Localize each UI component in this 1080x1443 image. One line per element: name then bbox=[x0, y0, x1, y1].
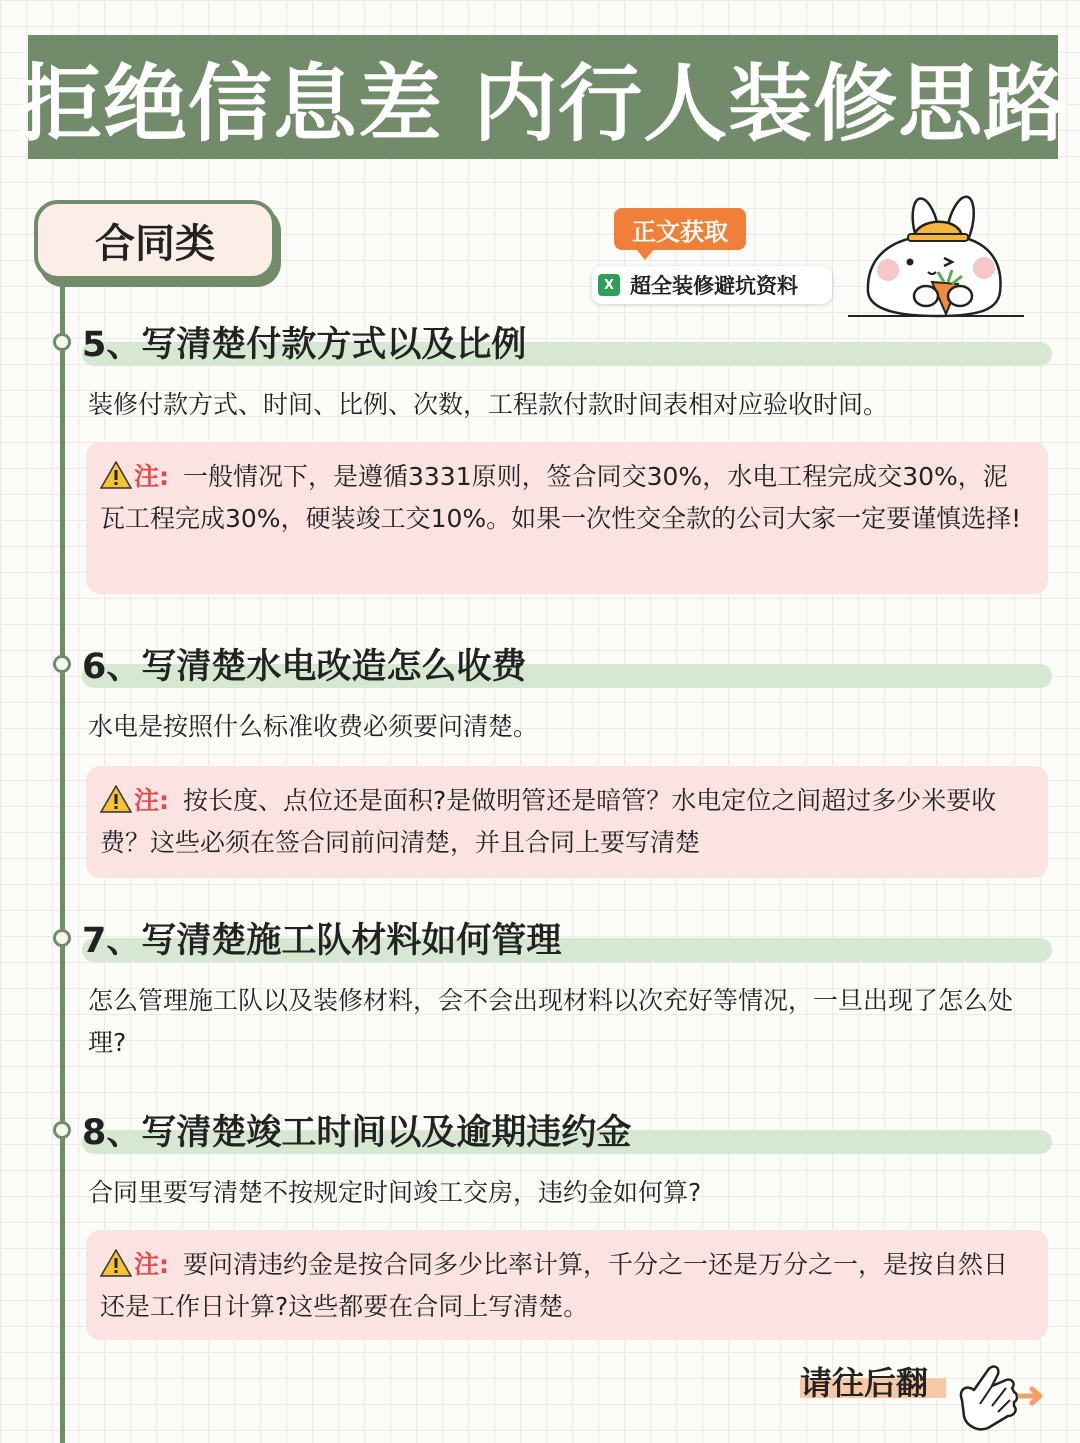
section-5-text: 装修付款方式、时间、比例、次数，工程款付款时间表相对应验收时间。 bbox=[88, 390, 889, 419]
section-7-heading bbox=[62, 914, 561, 962]
section-5-note bbox=[86, 442, 1048, 594]
section-6-note bbox=[86, 766, 1048, 878]
timeline-dot bbox=[53, 333, 71, 351]
pointing-hand-icon bbox=[948, 1360, 1048, 1434]
page-title: 拒绝信息差 内行人装修思路 bbox=[17, 54, 1069, 153]
section-6-title: 6、写清楚水电改造怎么收费 bbox=[82, 647, 527, 687]
timeline-dot bbox=[53, 929, 71, 947]
section-8-title: 8、写清楚竣工时间以及逾期违约金 bbox=[82, 1113, 632, 1153]
resource-file-label: 超全装修避坑资料 bbox=[630, 274, 798, 298]
get-resource-badge[interactable] bbox=[614, 208, 746, 250]
timeline-dot bbox=[53, 655, 71, 673]
category-tag bbox=[34, 200, 276, 280]
section-7-text: 怎么管理施工队以及装修材料，会不会出现材料以次充好等情况，一旦出现了怎么处理? bbox=[88, 986, 1014, 1057]
warning-icon bbox=[100, 1249, 132, 1277]
get-resource-label: 正文获取 bbox=[632, 217, 728, 246]
section-5-heading bbox=[62, 318, 526, 366]
section-8-note-text: 要问清违约金是按合同多少比率计算，千分之一还是万分之一，是按自然日还是工作日计算?这些都要在合同上写清楚。 bbox=[100, 1250, 1009, 1321]
arrow-right-icon bbox=[1020, 1389, 1040, 1403]
section-8-heading bbox=[62, 1106, 631, 1154]
timeline-line bbox=[60, 270, 65, 1443]
section-8-note bbox=[86, 1230, 1048, 1340]
note-label: 注: bbox=[134, 462, 169, 491]
category-label: 合同类 bbox=[95, 220, 215, 267]
section-5-note-text: 一般情况下，是遵循3331原则，签合同交30%，水电工程完成交30%，泥瓦工程完成30%，硬装竣工交10%。如果一次性交全款的公司大家一定要谨慎选择! bbox=[100, 462, 1022, 533]
next-page-label: 请往后翻 bbox=[800, 1364, 929, 1402]
warning-icon bbox=[100, 785, 132, 813]
section-6-note-text: 按长度、点位还是面积?是做明管还是暗管？水电定位之间超过多少米要收费？这些必须在签合同前问清楚，并且合同上要写清楚 bbox=[100, 786, 997, 857]
section-5-title: 5、写清楚付款方式以及比例 bbox=[82, 325, 527, 365]
next-page-hint[interactable] bbox=[800, 1356, 928, 1406]
warning-icon bbox=[100, 461, 132, 489]
note-label: 注: bbox=[134, 786, 169, 815]
section-6-text: 水电是按照什么标准收费必须要问清楚。 bbox=[88, 712, 539, 741]
timeline-dot bbox=[53, 1121, 71, 1139]
section-6-heading bbox=[62, 640, 526, 688]
section-7-title: 7、写清楚施工队材料如何管理 bbox=[82, 921, 562, 961]
excel-file-icon: X bbox=[598, 274, 620, 296]
section-8-text: 合同里要写清楚不按规定时间竣工交房，违约金如何算? bbox=[88, 1178, 702, 1207]
resource-file-pill[interactable] bbox=[592, 266, 832, 304]
bunny-mascot-icon bbox=[848, 192, 1024, 332]
title-banner bbox=[17, 35, 1069, 159]
note-label: 注: bbox=[134, 1250, 169, 1279]
